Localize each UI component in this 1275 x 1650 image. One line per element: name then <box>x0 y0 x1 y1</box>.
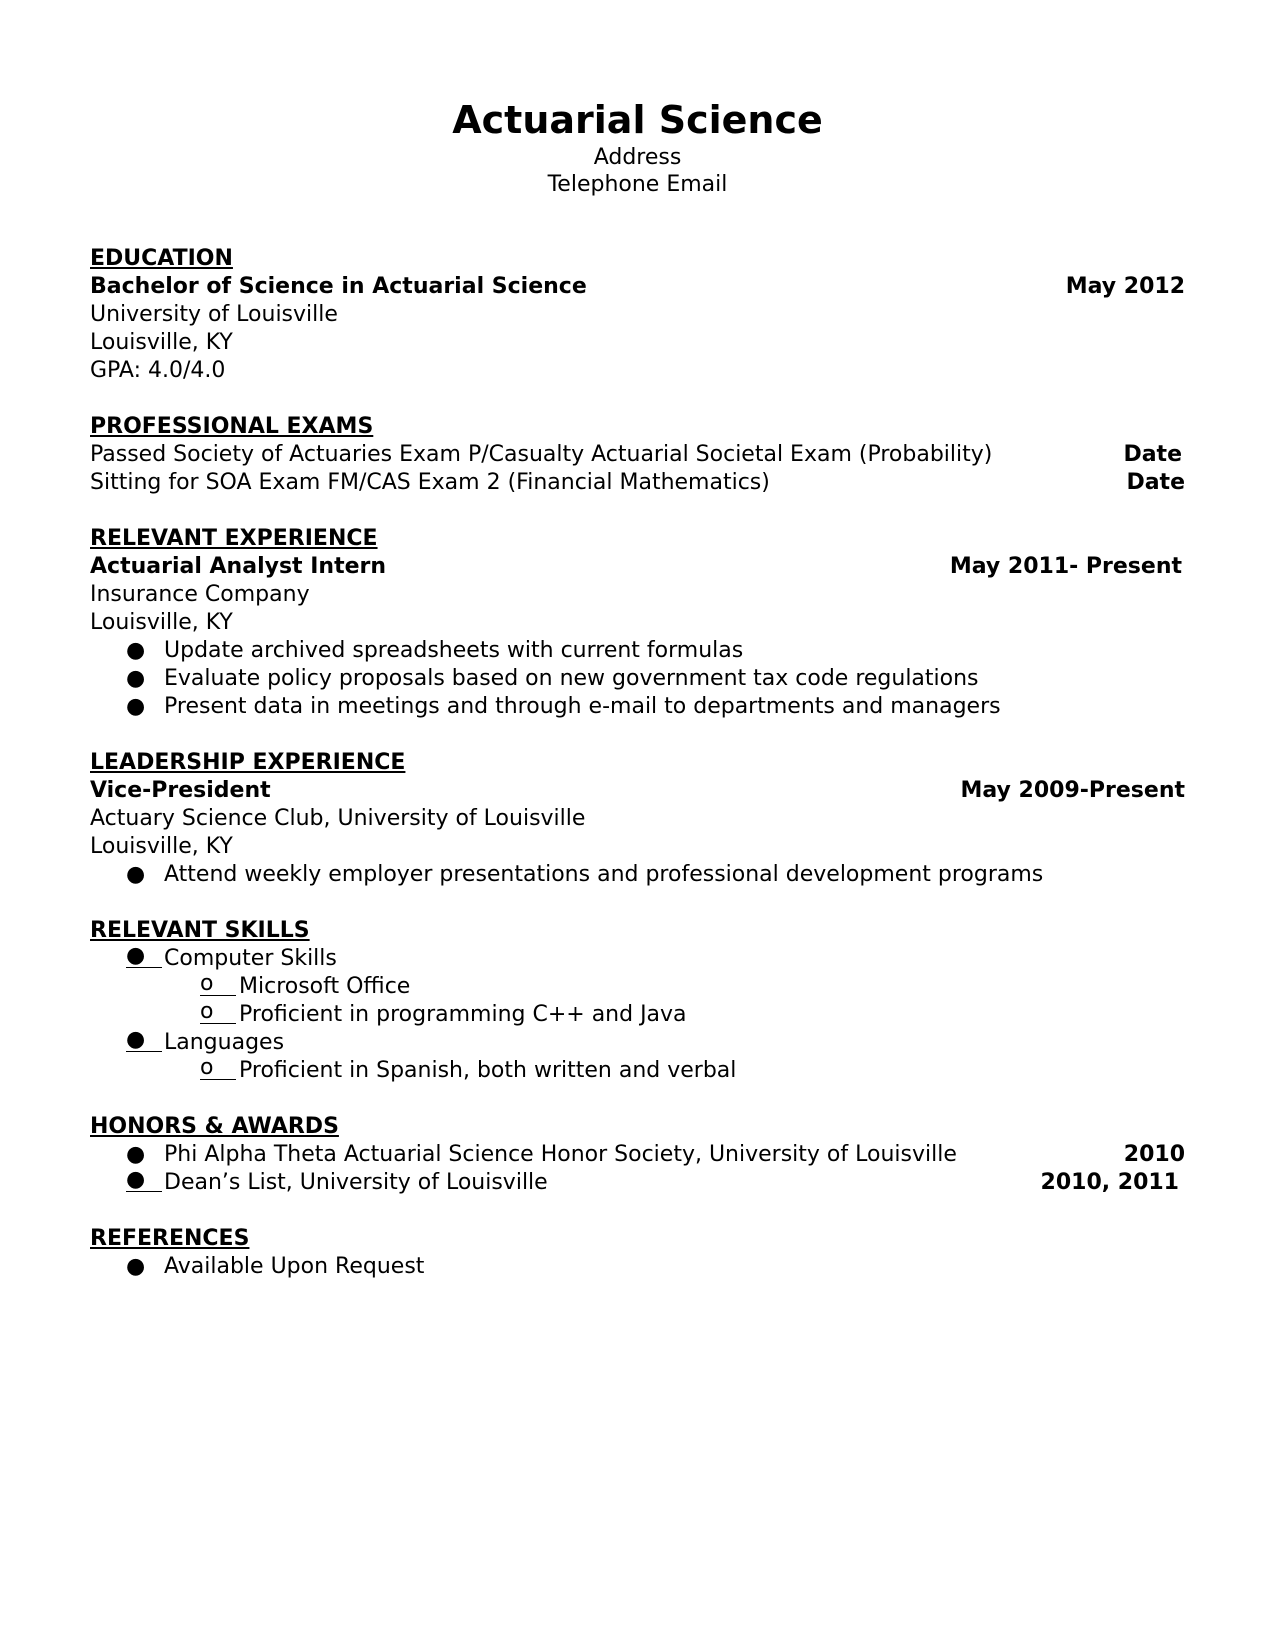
leadership-title-row <box>90 777 1185 805</box>
skill-item: Proficient in programming C++ and Java <box>239 1002 687 1027</box>
bullet-text: Attend weekly employer presentations and professional development programs <box>164 862 1044 887</box>
leadership-date: May 2009-Present <box>960 778 1185 803</box>
skill-group-label: Languages <box>164 1030 285 1055</box>
references-heading: REFERENCES <box>90 1226 250 1251</box>
skill-item: Microsoft Office <box>239 974 411 999</box>
exam-date: Date <box>1126 470 1185 495</box>
exam-row <box>90 469 1185 497</box>
list-item <box>90 665 1185 693</box>
exam-text: Sitting for SOA Exam FM/CAS Exam 2 (Financial Mathematics) <box>90 470 770 495</box>
resume-name: Actuarial Science <box>452 98 823 142</box>
exams-heading: PROFESSIONAL EXAMS <box>90 414 374 439</box>
skills-heading: RELEVANT SKILLS <box>90 918 310 943</box>
skill-item: Proficient in Spanish, both written and verbal <box>239 1058 737 1083</box>
list-item <box>90 637 1185 665</box>
bullet-text: Update archived spreadsheets with current formulas <box>164 638 744 663</box>
degree: Bachelor of Science in Actuarial Science <box>90 274 587 299</box>
school: University of Louisville <box>90 302 338 327</box>
bullet-text: Evaluate policy proposals based on new government tax code regulations <box>164 666 979 691</box>
honor-text: Dean’s List, University of Louisville <box>164 1170 548 1195</box>
school-location: Louisville, KY <box>90 330 233 355</box>
company-location: Louisville, KY <box>90 610 233 635</box>
bullet-icon: ● <box>126 1254 146 1279</box>
address-line: Address <box>593 145 682 170</box>
bullet-icon: ● <box>126 666 146 691</box>
contact-line: Telephone Email <box>547 172 728 197</box>
honor-date: 2010 <box>1123 1142 1185 1167</box>
bullet-icon: ● <box>126 638 146 663</box>
bullet-icon: ● <box>126 945 162 968</box>
organization: Actuary Science Club, University of Louisville <box>90 806 586 831</box>
list-item <box>90 945 1185 973</box>
list-item <box>90 1253 1185 1281</box>
gpa: GPA: 4.0/4.0 <box>90 358 226 383</box>
bullet-text: Present data in meetings and through e-mail to departments and managers <box>164 694 1001 719</box>
sub-bullet-icon: o <box>200 1001 236 1024</box>
list-item <box>90 861 1185 889</box>
honors-heading: HONORS & AWARDS <box>90 1114 339 1139</box>
bullet-icon: ● <box>126 1169 162 1192</box>
leadership-heading: LEADERSHIP EXPERIENCE <box>90 750 406 775</box>
company: Insurance Company <box>90 582 310 607</box>
exam-date: Date <box>1123 442 1182 467</box>
list-item <box>90 1029 1185 1057</box>
job-title: Actuarial Analyst Intern <box>90 554 387 579</box>
reference-text: Available Upon Request <box>164 1254 425 1279</box>
honor-text: Phi Alpha Theta Actuarial Science Honor Society, University of Louisville <box>164 1142 957 1167</box>
organization-location: Louisville, KY <box>90 834 233 859</box>
list-item <box>90 1169 1185 1197</box>
leadership-title: Vice-President <box>90 778 271 803</box>
bullet-icon: ● <box>126 862 146 887</box>
list-item <box>90 693 1185 721</box>
honor-date: 2010, 2011 <box>1040 1170 1179 1195</box>
degree-date: May 2012 <box>1065 274 1185 299</box>
list-item <box>90 1057 1185 1085</box>
list-item <box>90 973 1185 1001</box>
bullet-icon: ● <box>126 1029 162 1052</box>
exam-text: Passed Society of Actuaries Exam P/Casualty Actuarial Societal Exam (Probability) <box>90 442 993 467</box>
bullet-icon: ● <box>126 694 146 719</box>
education-degree-row <box>90 273 1185 301</box>
job-date: May 2011- Present <box>949 554 1182 579</box>
bullet-icon: ● <box>126 1142 146 1167</box>
experience-title-row <box>90 553 1185 581</box>
resume-body <box>90 245 1185 1281</box>
skill-group-label: Computer Skills <box>164 946 337 971</box>
sub-bullet-icon: o <box>200 1057 236 1080</box>
education-heading: EDUCATION <box>90 246 233 271</box>
list-item <box>90 1141 1185 1169</box>
exam-row <box>90 441 1185 469</box>
sub-bullet-icon: o <box>200 973 236 996</box>
list-item <box>90 1001 1185 1029</box>
experience-heading: RELEVANT EXPERIENCE <box>90 526 378 551</box>
